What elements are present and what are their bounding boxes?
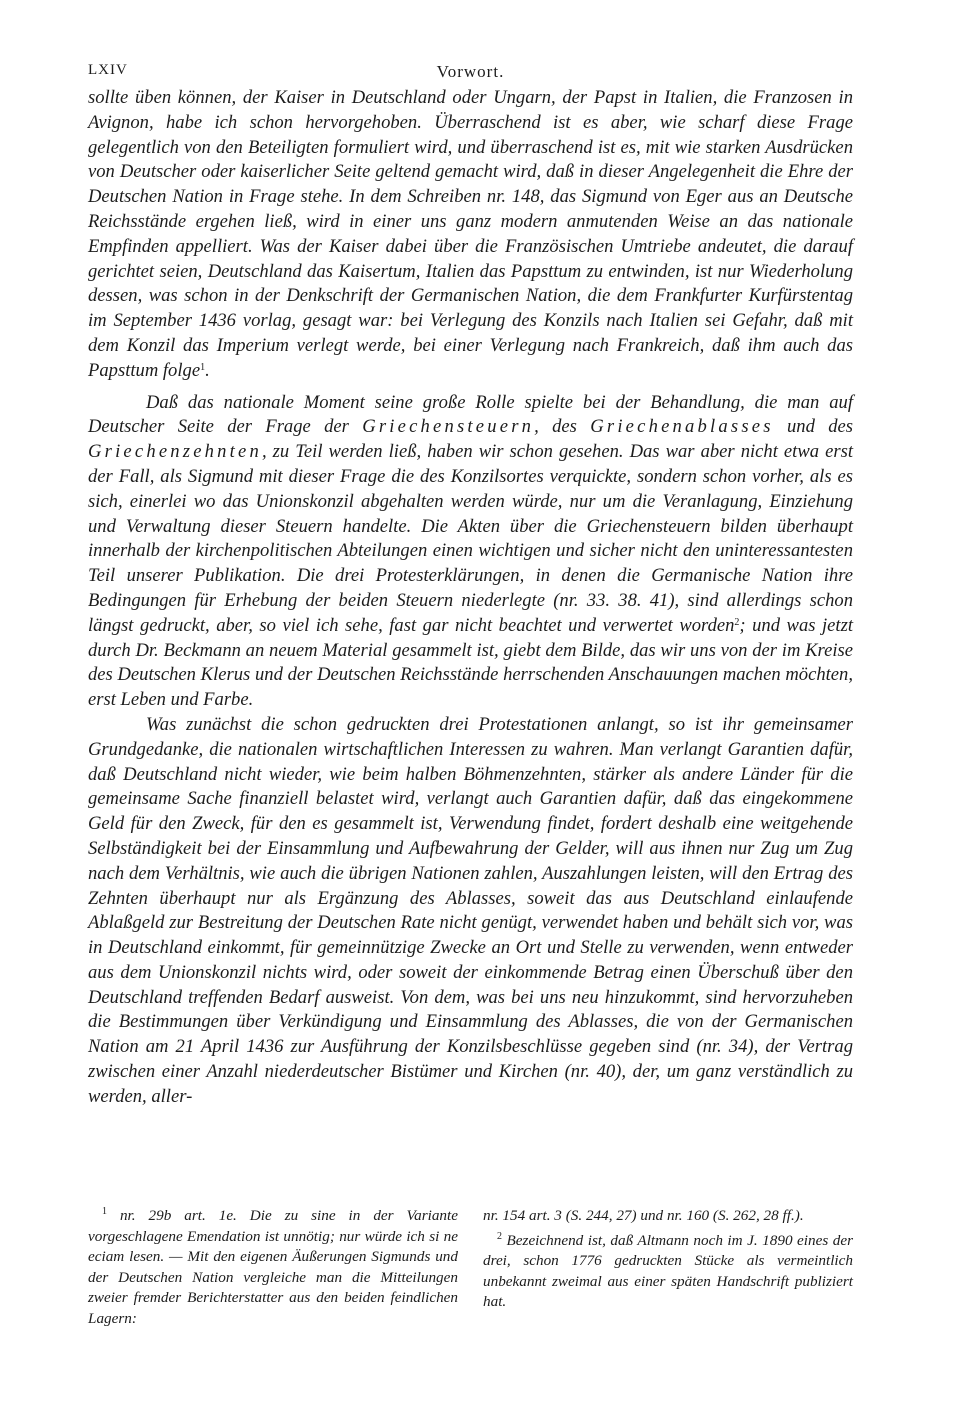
paragraph-1 [88,86,853,384]
running-head: Vorwort. [436,62,505,81]
paragraph-2-text-d: , zu Teil werden ließ, haben wir schon gesehen. Das war aber nicht etwa erst der Fall, als Sigmund mit dieser Frage die des Konzilsortes verquickte, sondern schon vorher, als es sich, einerlei wo das Unionskonzil abgehalten werden würde, nur um die Veranlagung, Einziehung und Verwaltung dieser Steuern handelte. Die Akten über die Griechensteuern bilden überhaupt innerhalb der kirchenpolitischen Abteilungen einen wichtigen und sicher nicht den uninteressantesten Teil unserer Publikation. Die drei Protesterklärungen, in denen die Germanische Nation ihre Bedingungen für Erhebung der beiden Steuern niederlegte (nr. 33. 38. 41), sind allerdings schon längst gedruckt, aber, so viel ich sehe, fast gar nicht beachtet und verwertet worden [88,441,853,636]
footnote-1-text: nr. 29b art. 1e. Die zu sine in der Variante vorgeschlagene Emendation ist unnötig; nur würde ich si ne eciam lesen. — Mit den eigenen Äußerungen Sigmunds und der Deutschen Nation vergleiche man die Mitteilungen zweier fremder Berichterstatter aus den beiden feindlichen Lagern: [88,1207,458,1327]
body-text [88,86,853,1110]
footnote-1-part-2 [483,1206,853,1227]
paragraph-2-text-e: ; und was jetzt durch Dr. Beckmann an neuem Material gesammelt ist, giebt dem Bilde, das wir uns von der im Kreise des Deutschen Klerus und der Deutschen Reichsstände herrschenden Anschauungen machen möchten, erst Leben und Farbe. [88,614,853,711]
paragraph-3-text: Was zunächst die schon gedruckten drei Protestationen anlangt, so ist ihr gemeinsamer Grundgedanke, die nationalen wirtschaftlichen Interessen zu wahren. Man verlangt Garantien dafür, daß Deutschland nicht wieder, wie beim halben Böhmenzehnten, stärker als andere Länder für die gemeinsame Sache finanziell belastet wird, verlangt auch Garantien dafür, daß das eingekommene Geld für den Zweck, für den es gesammelt ist, Verwendung findet, fordert deshalb eine weitgehende Selbständigkeit bei der Einsammlung und Aufbewahrung der Gelder, will aus ihnen nur Zug um Zug nach dem Verhältnis, wie auch die übrigen Nationen zahlen, Auszahlungen leisten, will den Ertrag des Zehnten überhaupt nur als Ergänzung des Ablasses, soweit das aus Deutschland einlaufende Ablaßgeld zur Bestreitung der Deutschen Rate nicht genügt, verwendet haben und behält sich vor, was in Deutschland einkommt, für gemeinnützige Zwecke an Ort und Stelle zu verwenden, wenn entweder aus dem Unionskonzil nichts wird, oder soweit der einkommende Betrag einen Überschuß über den Deutschland treffenden Bedarf ausweist. Von dem, was bei uns neu hinzukommt, sind hervorzuheben die Bestimmungen über Verkündigung und Einsammlung des Ablasses, die von der Germanischen Nation am 21 April 1436 zur Ausführung der Konzilsbeschlüsse gegeben sind (nr. 34), der Vertrag zwischen einer Anzahl niederdeutscher Bistümer und Kirchen (nr. 40), der, um ganz verständlich zu werden, aller- [88,713,853,1107]
paragraph-2-text-b: , des [534,416,591,438]
footnote-ref-1: 1 [200,361,206,373]
term-griechenzehnten: Griechenzehnten [88,441,262,463]
footnote-1-part-1 [88,1206,458,1329]
paragraph-1-text: sollte üben können, der Kaiser in Deutschland oder Ungarn, der Papst in Italien, die Franzosen in Avignon, habe ich schon hervorgehoben. Überraschend ist es aber, wie scharf diese Frage gelegentlich von den Beteiligten formuliert wird, und überraschend ist es, mit wie starken Ausdrücken von Deutscher oder kaiserlicher Seite geltend gemacht wird, daß in dieser Angelegenheit die Ehre der Deutschen Nation in Frage stehe. In dem Schreiben nr. 148, das Sigmund von Eger aus an Deutsche Reichsstände ergehen ließ, wird in einer uns ganz modern anmutenden Weise an das nationale Empfinden appelliert. Was der Kaiser dabei über die Französischen Umtriebe andeutet, die darauf gerichtet seien, Deutschland das Kaisertum, Italien das Papsttum zu entwinden, ist nur Wiederholung dessen, was schon in der Denkschrift der Germanischen Nation, die dem Frankfurter Kurfürstentag im September 1436 vorlag, gesagt war: bei Verlegung des Konzils nach Italien sei Gefahr, daß mit dem Konzil das Imperium verlegt werde, bei einer Verlegung nach Frankreich, daß ihm auch das Papsttum folge [88,87,853,381]
footnote-1-continuation: nr. 154 art. 3 (S. 244, 27) und nr. 160 (S. 262, 28 ff.). [483,1207,804,1224]
footnote-marker-2: 2 [497,1230,502,1242]
paragraph-2-text-c: und des [773,416,853,438]
footnote-ref-2: 2 [734,616,740,628]
footnote-2 [483,1231,853,1313]
paragraph-1-end: . [205,359,210,381]
footnote-marker-1: 1 [102,1206,107,1217]
paragraph-2-text-a: Daß das nationale Moment seine große Rolle spielte bei der Behandlung, die man auf Deutscher Seite der Frage der [88,391,853,438]
footnote-column-right [483,1206,853,1329]
footnote-2-text: Bezeichnend ist, daß Altmann noch im J. 1890 eines der drei, schon 1776 gedruckten Stücke als vermeintlich unbekannt zweimal aus einer späten Handschrift publiziert hat. [483,1231,854,1310]
term-griechensteuern: Griechensteuern [362,416,535,438]
page-header [88,58,853,86]
paragraph-3 [88,713,853,1110]
footnotes [88,1206,853,1329]
document-page [88,58,854,1327]
footnote-column-left [88,1206,458,1329]
term-griechenablasses: Griechenablasses [590,416,774,438]
page-number: LXIV [88,62,128,78]
paragraph-2 [88,391,853,713]
